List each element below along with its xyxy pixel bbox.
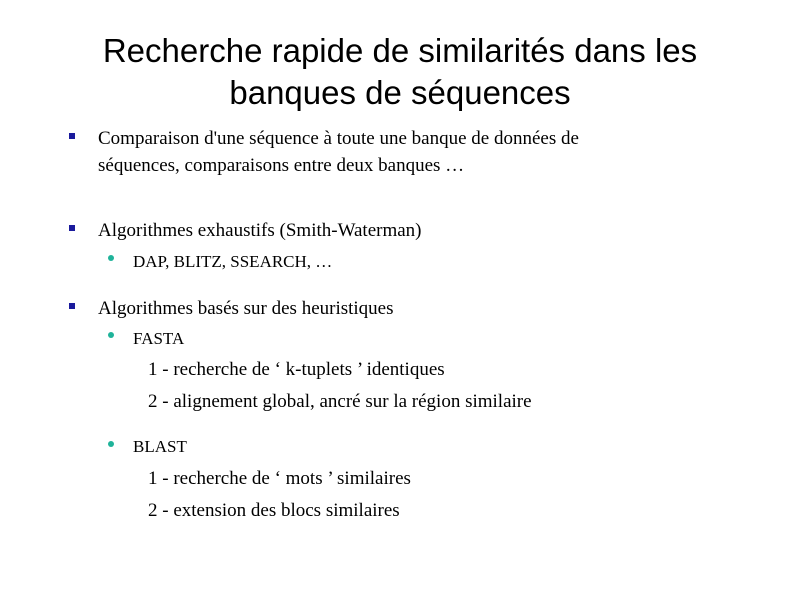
round-bullet-icon — [108, 255, 114, 261]
fasta-label: FASTA — [133, 329, 185, 348]
slide-title-line-1: Recherche rapide de similarités dans les — [102, 32, 698, 69]
bullet-2-text: Algorithmes exhaustifs (Smith-Waterman) — [98, 220, 422, 241]
fasta-step-2: 2 - alignement global, ancré sur la région similaire — [148, 391, 532, 412]
square-bullet-icon — [69, 225, 75, 231]
bullet-3-text: Algorithmes basés sur des heuristiques — [98, 298, 394, 319]
round-bullet-icon — [108, 441, 114, 447]
bullet-1-line-2: séquences, comparaisons entre deux banques … — [98, 155, 465, 176]
round-bullet-icon — [108, 332, 114, 338]
blast-step-2: 2 - extension des blocs similaires — [148, 500, 400, 521]
bullet-2-sub-text: DAP, BLITZ, SSEARCH, … — [133, 252, 333, 271]
slide-title-line-2: banques de séquences — [229, 74, 571, 111]
blast-step-1: 1 - recherche de ‘ mots ’ similaires — [148, 468, 411, 489]
square-bullet-icon — [69, 133, 75, 139]
bullet-1-line-1: Comparaison d'une séquence à toute une banque de données de — [98, 128, 579, 149]
blast-label: BLAST — [133, 437, 187, 456]
square-bullet-icon — [69, 303, 75, 309]
fasta-step-1: 1 - recherche de ‘ k-tuplets ’ identiques — [148, 359, 445, 380]
slide-title — [0, 30, 800, 114]
bullet-1-text — [98, 125, 579, 179]
